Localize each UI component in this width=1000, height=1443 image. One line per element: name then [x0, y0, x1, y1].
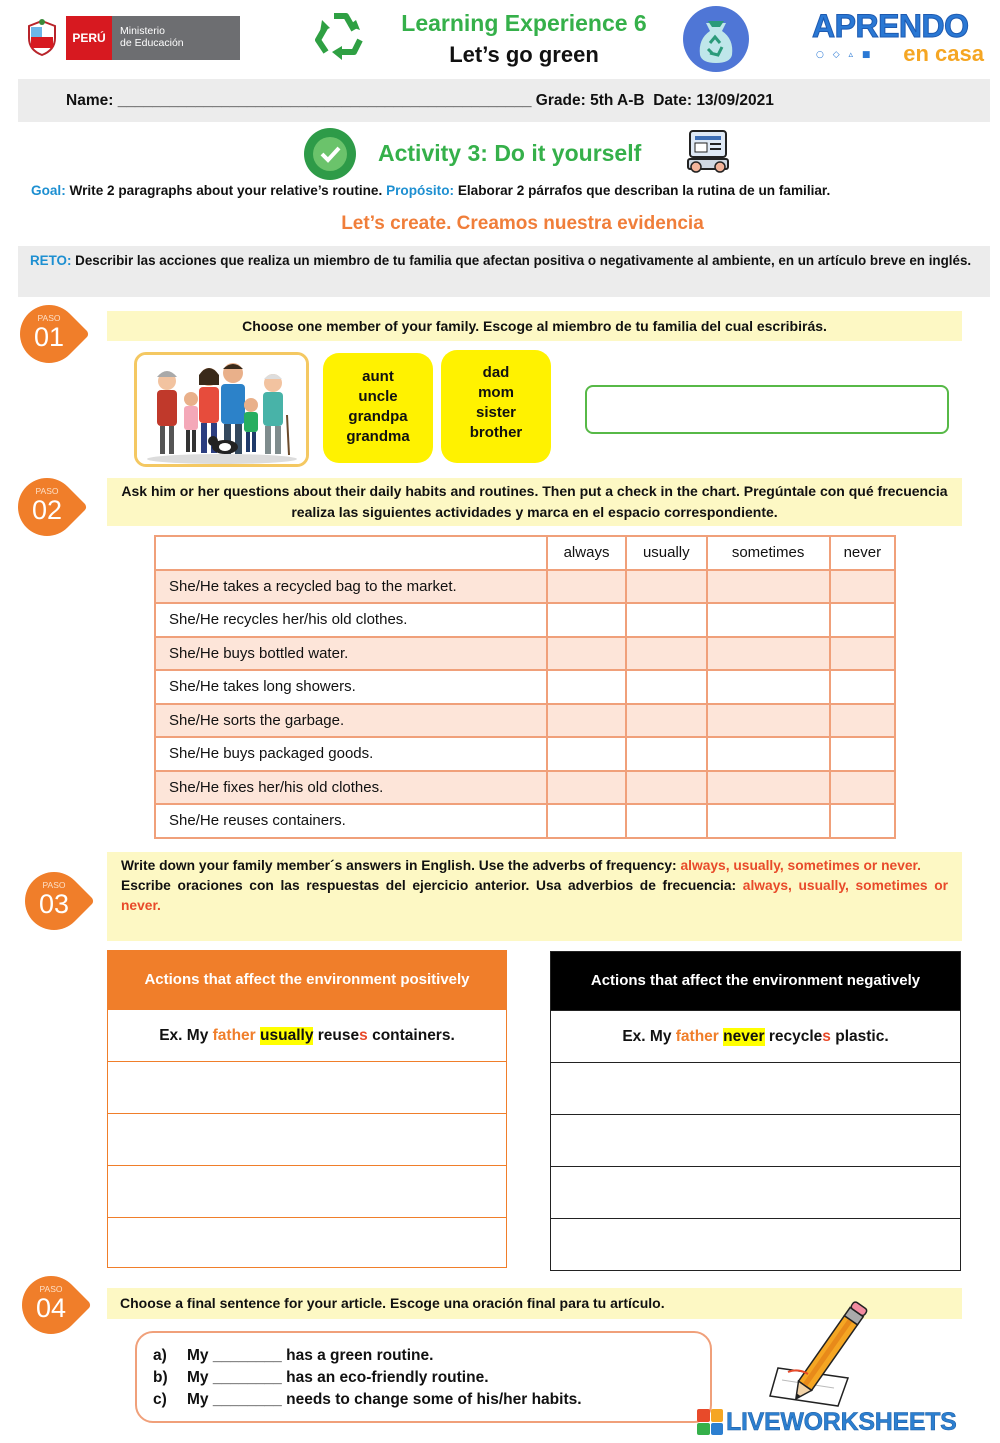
option-c[interactable]	[153, 1389, 710, 1411]
answer-row[interactable]	[108, 1113, 506, 1165]
table-row	[155, 771, 895, 805]
negative-actions-table	[550, 951, 961, 1271]
brand-top-text: APRENDO	[812, 8, 969, 44]
example-adverb: never	[723, 1027, 765, 1045]
paso-label: PASO	[39, 1284, 63, 1294]
adverbs-list: always, usually, sometimes or never.	[121, 878, 949, 913]
date-value: 13/09/2021	[696, 91, 774, 109]
name-grade-date-bar	[18, 79, 990, 122]
positive-header: Actions that affect the environment positively	[108, 951, 506, 1009]
paso-label: PASO	[37, 313, 61, 323]
habit-label: She/He takes long showers.	[155, 670, 547, 704]
answer-row[interactable]	[108, 1165, 506, 1217]
reto-text: Describir las acciones que realiza un miembro de tu familia que afectan positiva o negativamente al ambiente, en un artículo breve en inglés.	[75, 253, 972, 268]
page-subtitle: Let’s go green	[449, 42, 599, 67]
word-box-1	[323, 353, 433, 463]
option-letter: c)	[153, 1391, 167, 1408]
paso-number: 03	[38, 889, 70, 919]
check-cell[interactable]	[547, 771, 626, 805]
liveworksheets-logo-icon	[697, 1409, 723, 1435]
coat-of-arms-icon	[22, 18, 62, 58]
column-header: never	[830, 536, 895, 570]
example-prefix: Ex. My	[159, 1026, 209, 1044]
check-cell[interactable]	[547, 670, 626, 704]
word-option: dad	[482, 364, 510, 381]
option-a[interactable]	[153, 1345, 710, 1367]
check-cell[interactable]	[707, 570, 830, 604]
example-prefix: Ex. My	[622, 1027, 672, 1045]
check-cell[interactable]	[707, 704, 830, 738]
brand-shapes-icon: ○ ◇ ▵ ■	[816, 50, 874, 60]
habit-label: She/He buys bottled water.	[155, 637, 547, 671]
goal-label: Goal:	[31, 183, 66, 198]
step3-line-english	[121, 856, 948, 876]
paso-04-badge	[22, 1276, 88, 1334]
habit-label: She/He fixes her/his old clothes.	[155, 771, 547, 805]
answer-row[interactable]	[108, 1217, 506, 1269]
aprendo-en-casa-logo	[812, 10, 984, 70]
check-cell[interactable]	[707, 771, 830, 805]
paso-label: PASO	[42, 880, 66, 890]
check-cell[interactable]	[626, 603, 706, 637]
column-header: sometimes	[707, 536, 830, 570]
name-label: Name:	[66, 91, 114, 109]
peru-label: PERÚ	[66, 16, 112, 60]
family-illustration-icon	[137, 355, 306, 464]
final-sentence-options	[135, 1331, 712, 1423]
habits-table	[154, 535, 896, 839]
word-option: uncle	[358, 387, 398, 405]
proposito-label: Propósito:	[386, 183, 455, 198]
check-cell[interactable]	[707, 670, 830, 704]
paso-number: 02	[31, 495, 63, 525]
example-verb-suffix: s	[359, 1026, 368, 1044]
example-adverb: usually	[260, 1026, 314, 1044]
example-subject: father	[212, 1026, 256, 1044]
habit-label: She/He reuses containers.	[155, 804, 547, 838]
date-label: Date:	[653, 91, 692, 109]
check-cell[interactable]	[830, 737, 895, 771]
table-row	[155, 570, 895, 604]
word-option: brother	[469, 423, 523, 441]
negative-header: Actions that affect the environment negatively	[551, 952, 960, 1010]
check-cell[interactable]	[547, 570, 626, 604]
paso-number: 04	[35, 1293, 67, 1323]
grade-value: 5th A-B	[590, 91, 645, 109]
check-cell[interactable]	[830, 804, 895, 838]
option-letter: b)	[153, 1369, 168, 1386]
word-box-2	[441, 350, 551, 463]
reduce-reuse-recycle-badge	[303, 127, 357, 181]
adverbs-list: always, usually, sometimes or never.	[680, 858, 921, 873]
ministry-label: Ministerio de Educación	[112, 16, 240, 60]
family-member-input[interactable]	[585, 385, 949, 434]
positive-actions-table	[107, 950, 507, 1268]
pencil-writing-icon	[768, 1298, 888, 1408]
table-row	[155, 804, 895, 838]
family-picture	[134, 352, 309, 467]
habit-label: She/He recycles her/his old clothes.	[155, 603, 547, 637]
check-cell[interactable]	[547, 737, 626, 771]
check-cell[interactable]	[547, 637, 626, 671]
answer-row[interactable]	[108, 1061, 506, 1113]
check-cell[interactable]	[626, 804, 706, 838]
example-subject: father	[675, 1027, 719, 1045]
option-text: My ________ has a green routine.	[187, 1347, 434, 1364]
activity-title: Activity 3: Do it yourself	[378, 140, 642, 166]
liveworksheets-watermark	[697, 1405, 997, 1439]
check-cell[interactable]	[707, 737, 830, 771]
grade-label: Grade:	[535, 91, 586, 109]
word-option: grandpa	[348, 407, 408, 425]
check-cell[interactable]	[547, 804, 626, 838]
paso-number: 01	[33, 322, 65, 352]
table-row	[155, 603, 895, 637]
answer-row[interactable]	[551, 1166, 960, 1218]
check-cell[interactable]	[707, 637, 830, 671]
check-cell[interactable]	[626, 771, 706, 805]
check-cell[interactable]	[830, 670, 895, 704]
goal-text	[31, 181, 971, 200]
lets-create-heading: Let’s create. Creamos nuestra evidencia	[341, 213, 704, 234]
negative-example-row	[551, 1010, 960, 1062]
step3-text: Escribe oraciones con las respuestas del ejercicio anterior. Usa adverbios de frecuencia:	[121, 878, 737, 893]
check-cell[interactable]	[547, 603, 626, 637]
recycle-bag-icon	[682, 5, 750, 73]
check-cell[interactable]	[830, 603, 895, 637]
check-cell[interactable]	[830, 704, 895, 738]
check-cell[interactable]	[626, 637, 706, 671]
step3-instruction	[107, 852, 962, 941]
option-text: My ________ needs to change some of his/her habits.	[187, 1391, 582, 1408]
positive-example-row	[108, 1009, 506, 1061]
column-header	[155, 536, 547, 570]
check-cell[interactable]	[707, 804, 830, 838]
answer-row[interactable]	[551, 1114, 960, 1166]
word-option: grandma	[346, 427, 410, 445]
recycle-icon	[308, 8, 372, 66]
paso-01-badge	[20, 305, 86, 363]
example-object: containers.	[372, 1026, 455, 1044]
table-row	[155, 637, 895, 671]
check-cell[interactable]	[626, 670, 706, 704]
option-text: My ________ has an eco-friendly routine.	[187, 1369, 489, 1386]
brand-bottom-text: en casa	[903, 41, 984, 66]
reto-label: RETO:	[30, 253, 72, 268]
table-header-row	[155, 536, 895, 570]
check-cell[interactable]	[626, 704, 706, 738]
table-row	[155, 737, 895, 771]
step3-line-spanish	[121, 876, 948, 916]
habit-label: She/He takes a recycled bag to the market.	[155, 570, 547, 604]
computer-icon	[684, 127, 732, 175]
example-verb: reuse	[317, 1026, 360, 1044]
step2-instruction: Ask him or her questions about their daily habits and routines. Then put a check in the chart. Pregúntale con qué frecuencia realiza las siguientes actividades y marca en el espacio correspondiente.	[107, 478, 962, 526]
habit-label: She/He buys packaged goods.	[155, 737, 547, 771]
column-header: always	[547, 536, 626, 570]
check-cell[interactable]	[830, 637, 895, 671]
paso-label: PASO	[35, 486, 59, 496]
step4-instruction: Choose a final sentence for your article. Escoge una oración final para tu artículo.	[107, 1288, 962, 1319]
column-header: usually	[626, 536, 706, 570]
table-row	[155, 670, 895, 704]
step3-text: Write down your family member´s answers in English. Use the adverbs of frequency:	[121, 858, 677, 873]
paso-02-badge	[18, 478, 84, 536]
check-cell[interactable]	[547, 704, 626, 738]
watermark-text: LIVEWORKSHEETS	[726, 1407, 957, 1436]
example-object: plastic.	[835, 1027, 889, 1045]
proposito-body: Elaborar 2 párrafos que describan la rutina de un familiar.	[457, 183, 831, 198]
option-letter: a)	[153, 1347, 167, 1364]
page-title: Learning Experience 6	[401, 10, 647, 36]
step1-instruction: Choose one member of your family. Escoge al miembro de tu familia del cual escribirás.	[107, 311, 962, 341]
name-blank[interactable]: ________________________________________________	[117, 91, 532, 109]
answer-row[interactable]	[551, 1062, 960, 1114]
check-cell[interactable]	[626, 570, 706, 604]
goal-body: Write 2 paragraphs about your relative’s routine.	[69, 183, 383, 198]
answer-row[interactable]	[551, 1218, 960, 1270]
habit-label: She/He sorts the garbage.	[155, 704, 547, 738]
check-cell[interactable]	[626, 737, 706, 771]
check-cell[interactable]	[707, 603, 830, 637]
peru-ministry-logo	[22, 15, 240, 61]
option-b[interactable]	[153, 1367, 710, 1389]
paso-03-badge	[25, 872, 91, 930]
table-row	[155, 704, 895, 738]
word-option: aunt	[362, 368, 394, 385]
word-option: mom	[478, 383, 514, 401]
reto-bar	[18, 246, 990, 297]
check-cell[interactable]	[830, 771, 895, 805]
example-verb-suffix: s	[822, 1027, 831, 1045]
example-verb: recycle	[768, 1027, 823, 1045]
check-cell[interactable]	[830, 570, 895, 604]
word-option: sister	[475, 403, 517, 421]
